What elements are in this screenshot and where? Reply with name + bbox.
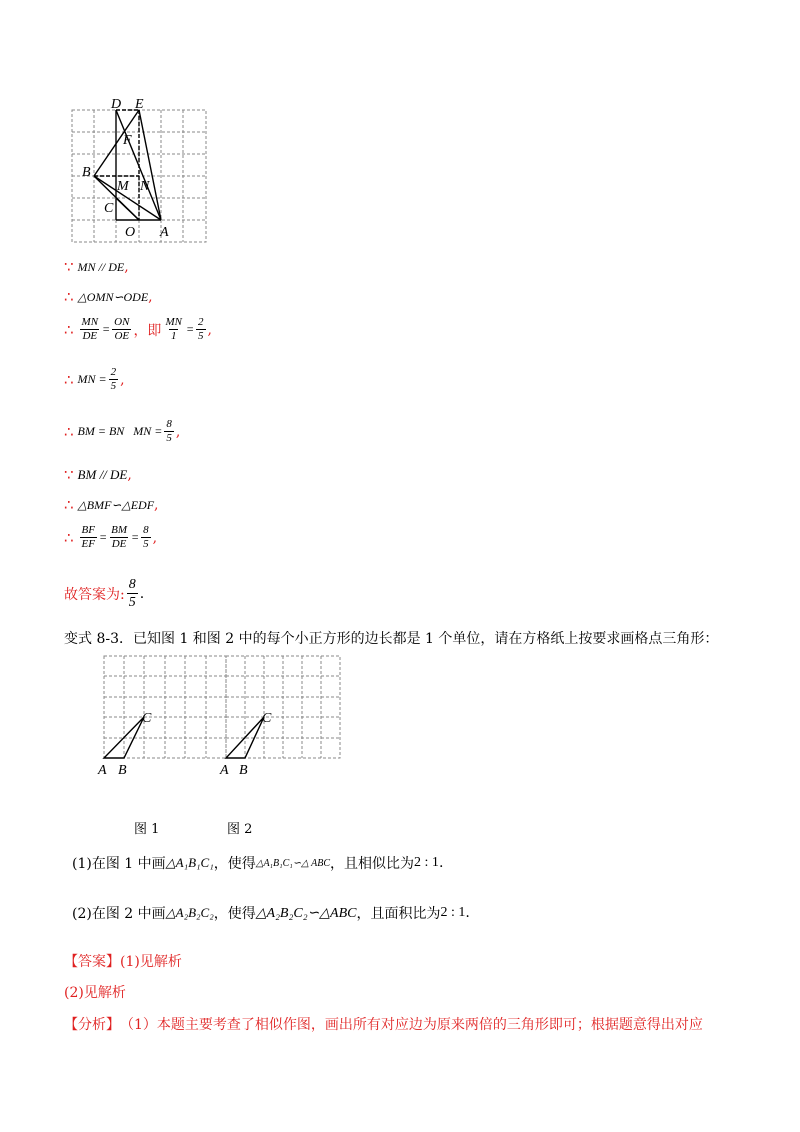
solution-step-6: ∵ BM // DE , bbox=[64, 466, 132, 484]
label-A: A bbox=[160, 225, 169, 240]
final-answer: 故答案为: $\frac{8}{5}$ . bbox=[64, 577, 145, 610]
grid2-label-C: C bbox=[262, 711, 272, 726]
label-F: F bbox=[123, 133, 132, 148]
label-C: C bbox=[104, 201, 114, 216]
solution-step-4: ∴ MN = $\frac{2}{5}$ , bbox=[64, 366, 125, 392]
grid-figure-2 bbox=[218, 650, 348, 780]
label-E: E bbox=[135, 97, 144, 112]
answer-2: (2)见解析 bbox=[64, 985, 126, 1001]
solution-step-7: ∴ △BMF∽△EDF , bbox=[64, 496, 159, 514]
label-O: O bbox=[125, 225, 136, 240]
answer-line-1 bbox=[64, 951, 182, 971]
answer-1: (1)见解析 bbox=[120, 954, 182, 970]
label-N: N bbox=[140, 179, 150, 194]
question-1: (1)在图 1 中画 △A₁B₁C₁ ，使得 △A₁B₁C₁∽△ ABC ，且相似比为 2 : 1 . bbox=[72, 855, 444, 872]
grid1-label-B: B bbox=[118, 763, 127, 778]
question-2: (2)在图 2 中画 △A₂B₂C₂ ，使得 △A₂B₂C₂∽△ABC ，且面积比为 2 : 1 . bbox=[72, 905, 470, 922]
geometry-figure-top bbox=[60, 92, 220, 250]
figure-2-caption: 图 2 bbox=[227, 822, 253, 837]
analysis-text: （1）本题主要考查了相似作图，画出所有对应边为原来两倍的三角形即可；根据题意得出对应 bbox=[120, 1017, 703, 1033]
analysis-label: 【分析】 bbox=[64, 1017, 120, 1033]
grid1-label-C: C bbox=[142, 711, 152, 726]
grid2-label-A: A bbox=[220, 763, 229, 778]
problem-intro: 变式 8-3．已知图 1 和图 2 中的每个小正方形的边长都是 1 个单位，请在方格纸上按要求画格点三角形： bbox=[64, 631, 719, 647]
grid2-label-B: B bbox=[239, 763, 248, 778]
answer-label: 【答案】 bbox=[64, 954, 120, 970]
label-D: D bbox=[111, 97, 122, 112]
solution-step-2: ∴ △OMN∽ODE , bbox=[64, 288, 153, 306]
label-M: M bbox=[117, 179, 129, 194]
analysis-line bbox=[64, 1014, 703, 1034]
answer-line-2 bbox=[64, 982, 126, 1002]
figure-1-caption: 图 1 bbox=[134, 822, 160, 837]
grid1-label-A: A bbox=[98, 763, 107, 778]
solution-step-8: ∴ $\frac{BF}{EF}$ = $\frac{BM}{DE}$ = $\frac{8}{5}$ , bbox=[64, 524, 158, 550]
solution-step-1: ∵ MN // DE , bbox=[64, 258, 129, 276]
solution-step-3: ∴ $\frac{MN}{DE}$ = $\frac{ON}{OE}$ ，即 $\frac{MN}{1}$ = $\frac{2}{5}$ , bbox=[64, 316, 212, 342]
solution-step-5: ∴ BM = BN MN = $\frac{8}{5}$ , bbox=[64, 418, 181, 444]
label-B: B bbox=[82, 165, 91, 180]
